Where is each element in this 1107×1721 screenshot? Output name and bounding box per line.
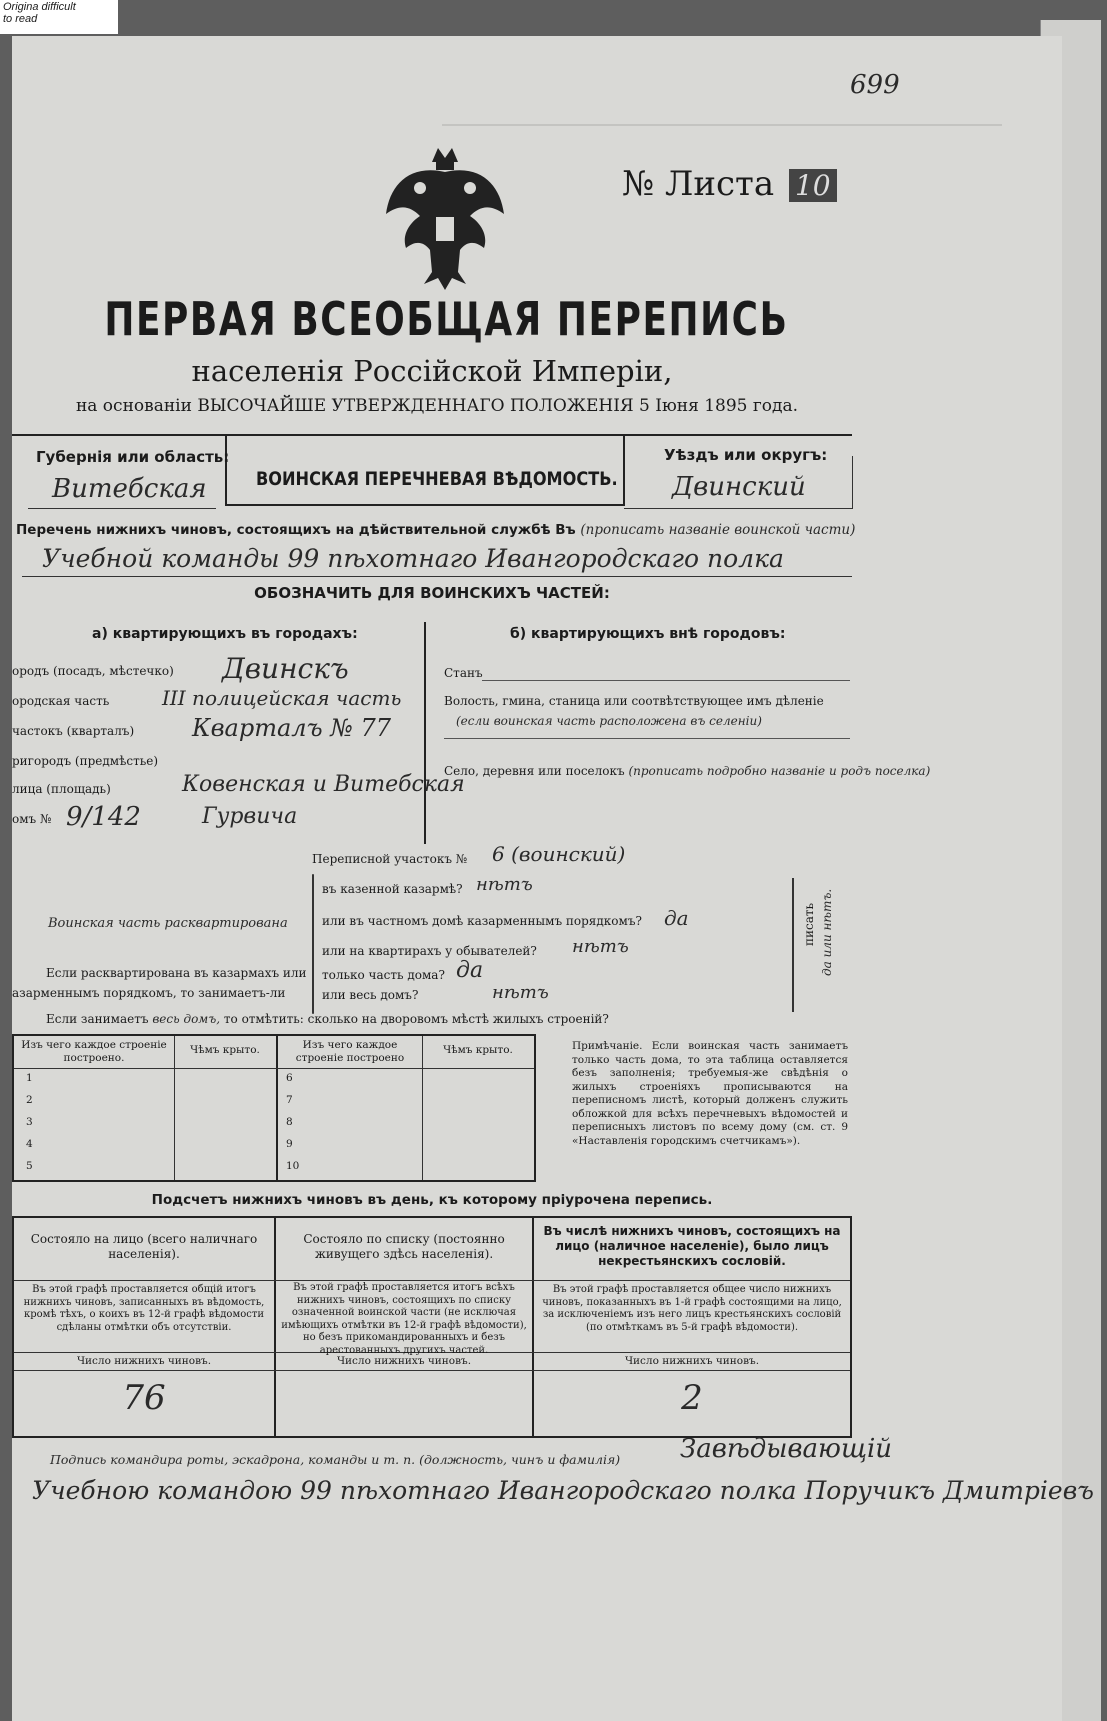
count-col-head: Состояло по списку (постоянно живущего здѣсь населенія).	[303, 1232, 505, 1261]
quartering-side-note: да или нѣтъ.	[820, 888, 834, 976]
sheet-number-label: № Листа	[622, 164, 775, 204]
city-row-value: Ковенская и Витебская	[182, 772, 465, 797]
buildings-table	[12, 1034, 536, 1182]
census-district-value: 6 (воинский)	[492, 842, 626, 866]
building-row-num: 2	[26, 1094, 33, 1106]
city-row-value: III полицейская часть	[162, 686, 402, 710]
occupies-label: азарменнымъ порядкомъ, то занимаетъ-ли	[12, 986, 286, 1000]
count-label: Число нижнихъ чиновъ.	[624, 1355, 760, 1367]
count-table	[12, 1216, 852, 1438]
quartering-answer: да	[664, 906, 689, 930]
city-row-value: Двинскъ	[222, 652, 349, 685]
buildings-header: Чѣмъ крыто.	[190, 1044, 260, 1056]
rural-block-heading: б) квартирующихъ внѣ городовъ:	[510, 626, 786, 642]
whole-house-line	[46, 1012, 609, 1026]
city-row-value: 9/142	[66, 802, 141, 832]
building-row-num: 6	[286, 1072, 293, 1084]
count-value: 2	[681, 1378, 703, 1418]
selo-label	[444, 764, 930, 778]
quartering-option: или на квартирахъ у обывателей?	[322, 944, 537, 958]
designate-heading: ОБОЗНАЧИТЬ ДЛЯ ВОИНСКИХЪ ЧАСТЕЙ:	[254, 584, 610, 602]
count-col-head: Въ числѣ нижнихъ чиновъ, состоящихъ на лицо (наличное населеніе), было лицъ некрестьянскихъ сословій.	[543, 1224, 841, 1268]
sheet-number-value: 10	[789, 169, 837, 202]
quartering-label: Воинская часть расквартирована	[48, 916, 288, 931]
form-title: ПЕРВАЯ ВСЕОБЩАЯ ПЕРЕПИСЬ	[104, 292, 789, 346]
whole-house-prefix: Если занимаетъ	[46, 1012, 149, 1026]
unit-line-label-text: Перечень нижнихъ чиновъ, состоящихъ на дѣйствительной службѣ Въ	[16, 522, 576, 538]
building-row-num: 10	[286, 1160, 300, 1172]
selo-label-text: Село, деревня или поселокъ	[444, 764, 625, 778]
uezd-label: Уѣздъ или округъ:	[664, 446, 828, 464]
volost-label: Волость, гмина, станица или соотвѣтствующее имъ дѣленіе	[444, 694, 824, 708]
count-label: Число нижнихъ чиновъ.	[336, 1355, 472, 1367]
city-row-label: лица (площадь)	[12, 782, 111, 796]
count-col-desc: Въ этой графѣ проставляется итогъ всѣхъ нижнихъ чиновъ, состоящихъ по списку означенной воинской части (не исключая имѣющихъ отмѣтки въ 12-й графѣ вѣдомости), но безъ прикомандированныхъ и безъ арестованныхъ другихъ частей.	[281, 1282, 527, 1356]
count-col-head: Состояло на лицо (всего наличнаго населенія).	[30, 1232, 258, 1261]
quartering-answer: нѣтъ	[572, 936, 629, 957]
city-row-label: ородъ (посадъ, мѣстечко)	[12, 664, 174, 678]
form-name: ВОИНСКАЯ ПЕРЕЧНЕВАЯ ВѢДОМОСТЬ.	[256, 468, 618, 490]
building-row-num: 4	[26, 1138, 33, 1150]
unit-line-label	[16, 522, 855, 538]
signature-label: Подпись командира роты, эскадрона, команды и т. п. (должность, чинъ и фамилія)	[50, 1452, 621, 1467]
census-district-label: Переписной участокъ №	[312, 852, 468, 866]
occupies-label: Если расквартирована въ казармахъ или	[46, 966, 307, 980]
city-row-label: омъ №	[12, 812, 52, 826]
building-row-num: 5	[26, 1160, 33, 1172]
occupies-option: или весь домъ?	[322, 988, 419, 1002]
building-row-num: 7	[286, 1094, 293, 1106]
building-row-num: 1	[26, 1072, 33, 1084]
buildings-header: Изъ чего каждое строеніе построено	[295, 1039, 405, 1064]
city-row-label: ригородъ (предмѣстье)	[12, 754, 159, 768]
quartering-option: или въ частномъ домѣ казарменнымъ порядкомъ?	[322, 914, 642, 928]
quartering-answer: нѣтъ	[476, 874, 533, 895]
stan-label: Станъ	[444, 666, 483, 680]
quartering-side-note: писать	[802, 902, 816, 946]
gubernia-label: Губернія или область:	[36, 448, 230, 466]
city-row-value: Кварталъ № 77	[192, 714, 392, 742]
city-row-label: частокъ (кварталъ)	[12, 724, 135, 738]
building-row-num: 9	[286, 1138, 293, 1150]
uezd-value: Двинский	[672, 472, 806, 502]
occupies-answer: нѣтъ	[492, 982, 549, 1003]
page-number: 699	[850, 70, 900, 100]
city-row-label: ородская часть	[12, 694, 110, 708]
signature-value-2: Учебною командою 99 пѣхотнаго Ивангородскаго полка Поручикъ Дмитріевъ	[32, 1476, 1094, 1505]
building-row-num: 8	[286, 1116, 293, 1128]
count-value: 76	[122, 1378, 166, 1418]
city-row-value-2: Гурвича	[202, 804, 298, 829]
quartering-option: въ казенной казармѣ?	[322, 882, 463, 896]
unit-line-value: Учебной команды 99 пѣхотнаго Ивангородскаго полка	[42, 544, 784, 573]
gubernia-value: Витебская	[52, 474, 207, 504]
buildings-header: Чѣмъ крыто.	[443, 1044, 513, 1056]
count-col-desc: Въ этой графѣ проставляется общее число нижнихъ чиновъ, показанныхъ въ 1-й графѣ состоящими на лицо, за исключеніемъ изъ него лицъ крестьянскихъ сословій (по отмѣткамъ въ 5-й графѣ вѣдомости).	[542, 1284, 842, 1333]
form-subtitle: населенія Россійской Имперіи,	[191, 354, 673, 388]
count-col-desc: Въ этой графѣ проставляется общій итогъ нижнихъ чиновъ, записанныхъ въ вѣдомость, кромѣ тѣхъ, о коихъ въ 12-й графѣ вѣдомости сдѣланы отмѣтки объ отсутствіи.	[23, 1284, 265, 1333]
double-headed-eagle-emblem	[380, 144, 510, 294]
building-row-num: 3	[26, 1116, 33, 1128]
whole-house-suffix: то отмѣтить: сколько на дворовомъ мѣстѣ жилыхъ строеній?	[223, 1012, 609, 1026]
unit-line-label-italic: (прописать названіе воинской части)	[580, 522, 856, 538]
selo-note: (прописать подробно названіе и родъ поселка)	[628, 764, 931, 778]
signature-value-1: Завѣдывающій	[680, 1434, 893, 1464]
census-form-sheet	[12, 36, 1094, 1721]
count-label: Число нижнихъ чиновъ.	[76, 1355, 212, 1367]
buildings-header: Изъ чего каждое строеніе построено.	[21, 1039, 167, 1064]
city-block-heading: а) квартирующихъ въ городахъ:	[92, 626, 358, 642]
occupies-option: только часть дома?	[322, 968, 445, 982]
sheet-number	[622, 164, 837, 204]
count-title: Подсчетъ нижнихъ чиновъ въ день, къ которому пріурочена перепись.	[151, 1192, 713, 1208]
form-basis: на основаніи ВЫСОЧАЙШЕ УТВЕРЖДЕННАГО ПОЛОЖЕНІЯ 5 Іюня 1895 года.	[75, 396, 799, 416]
volost-note: (если воинская часть расположена въ селеніи)	[456, 714, 762, 728]
whole-house-italic: весь домъ,	[152, 1012, 221, 1026]
occupies-answer: да	[456, 958, 484, 983]
remark-text: Примѣчаніе. Если воинская часть занимаетъ только часть дома, то эта таблица оставляется безъ заполненія; требуемыя-же свѣдѣнія о жилыхъ строеніяхъ прописываются на переписномъ листѣ, который долженъ служить обложкой для всѣхъ перечневыхъ вѣдомостей и переписныхъ листовъ по всему дому (см. ст. 9 «Наставленія городскимъ счетчикамъ»).	[572, 1040, 848, 1147]
difficult-to-read-note: Origina difficult to read	[0, 0, 118, 34]
